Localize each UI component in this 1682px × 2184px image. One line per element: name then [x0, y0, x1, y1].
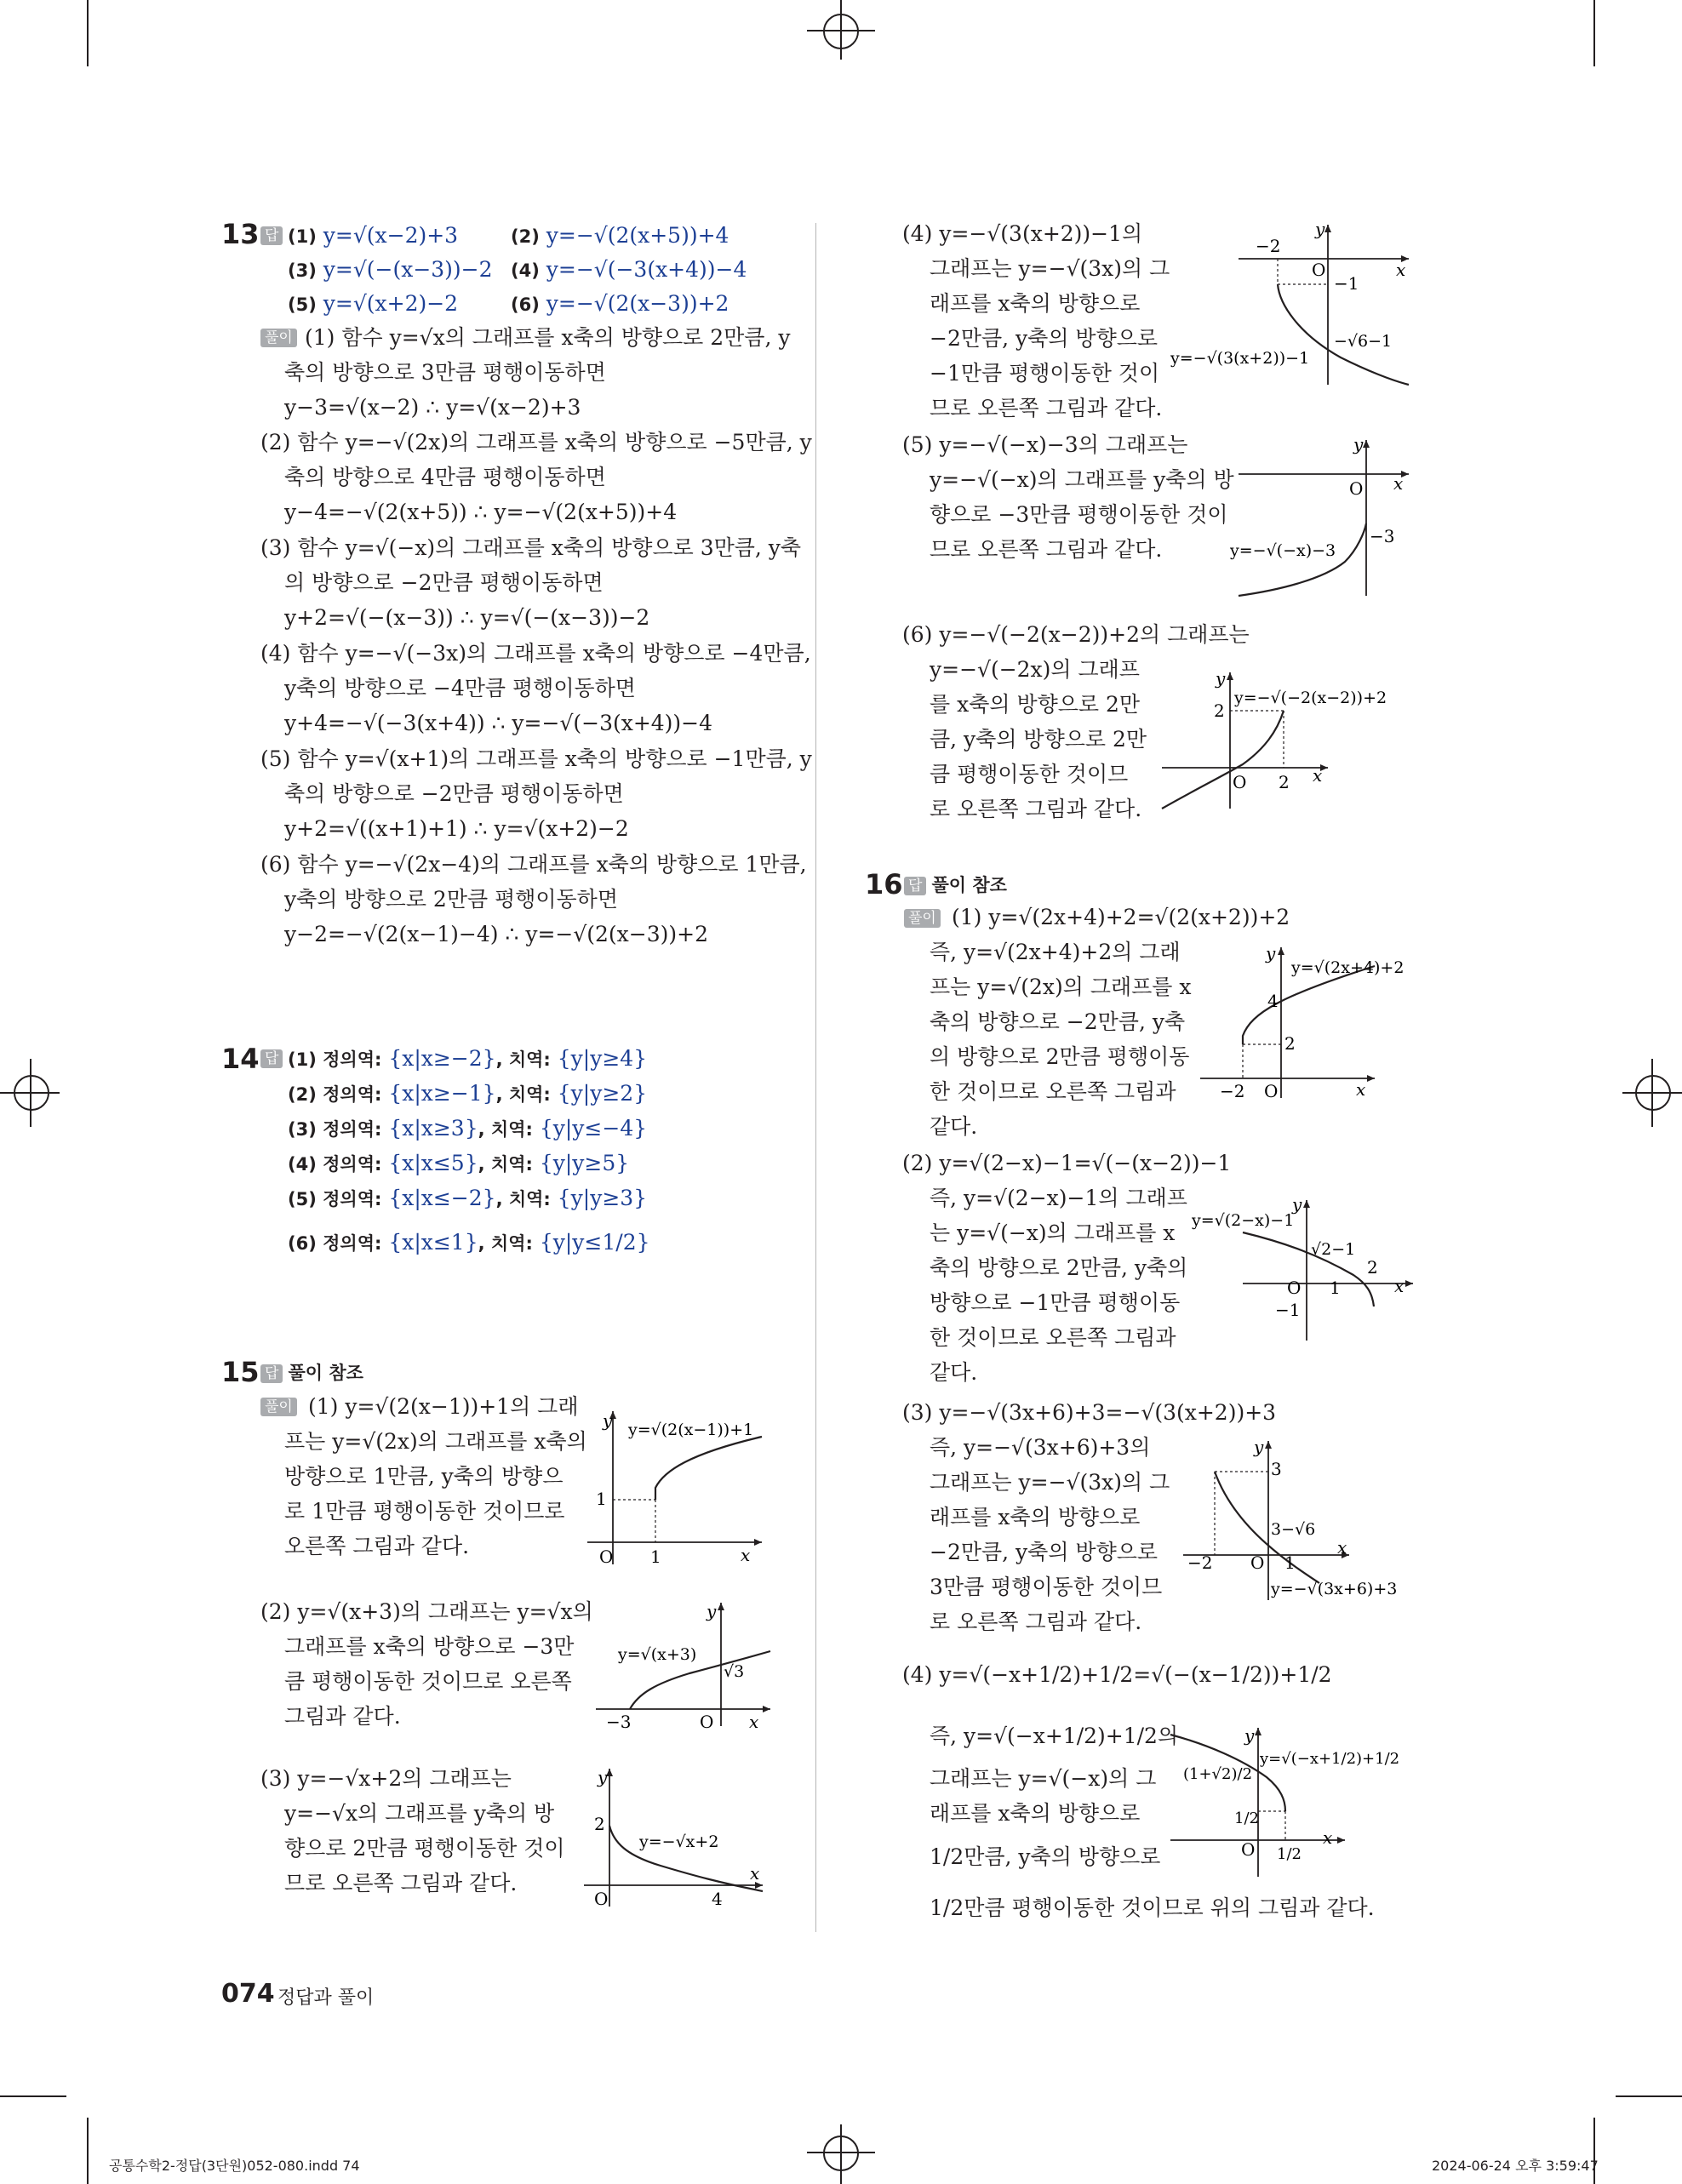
svg-text:y: y — [707, 1601, 717, 1621]
solution-line: (5) 함수 y=√(x+1)의 그래프를 x축의 방향으로 −1만큼, y — [260, 746, 812, 771]
solution-line: 를 x축의 방향으로 2만 — [930, 692, 1141, 717]
svg-text:O: O — [1250, 1552, 1265, 1573]
answer-item: (5) 정의역: {x|x≤−2}, 치역: {y|y≥3} — [288, 1186, 648, 1210]
solution-line: 로 오른쪽 그림과 같다. — [930, 797, 1142, 821]
tick-label: 1 — [596, 1489, 607, 1509]
solution-line: y+2=√((x+1)+1) ∴ y=√(x+2)−2 — [284, 816, 629, 841]
svg-text:x: x — [750, 1863, 760, 1884]
graph-15-1 — [579, 1403, 775, 1573]
graph-16-3 — [1179, 1434, 1409, 1604]
solution-badge: 풀이 — [260, 329, 297, 347]
solution-line: 즉, y=√(2−x)−1의 그래프 — [930, 1186, 1187, 1210]
curve-label: y=√(2(x−1))+1 — [628, 1421, 754, 1439]
registration-mark — [823, 2135, 859, 2171]
answer-line: 답 풀이 참조 — [260, 1355, 363, 1390]
svg-text:y=√(2x+4)+2: y=√(2x+4)+2 — [1291, 958, 1405, 977]
svg-text:2: 2 — [1279, 772, 1290, 792]
graph-16-2 — [1192, 1192, 1422, 1345]
column-divider — [815, 223, 816, 1932]
svg-text:O: O — [1241, 1839, 1256, 1860]
svg-text:y=√(−x+1/2)+1/2: y=√(−x+1/2)+1/2 — [1260, 1750, 1400, 1768]
svg-text:1/2: 1/2 — [1277, 1845, 1302, 1863]
origin-label: O — [599, 1547, 614, 1567]
crop-mark — [0, 2095, 66, 2097]
svg-text:x: x — [1396, 260, 1406, 280]
svg-text:−√6−1: −√6−1 — [1334, 332, 1393, 351]
crop-mark — [1616, 2095, 1682, 2097]
solution-line: y−4=−√(2(x+5)) ∴ y=−√(2(x+5))+4 — [284, 500, 678, 524]
solution-line: 의 방향으로 2만큼 평행이동 — [930, 1044, 1190, 1069]
solution-line: y축의 방향으로 2만큼 평행이동하면 — [284, 887, 618, 912]
solution-line: 1/2만큼, y축의 방향으로 — [930, 1844, 1161, 1869]
svg-text:2: 2 — [1284, 1033, 1296, 1054]
svg-text:O: O — [1233, 772, 1247, 792]
svg-text:2: 2 — [594, 1814, 605, 1834]
graph-15-2 — [587, 1598, 783, 1735]
registration-mark — [30, 1059, 31, 1127]
answer-item: (6) 정의역: {x|x≤1}, 치역: {y|y≤1/2} — [288, 1230, 650, 1255]
answer-item: (4) y=−√(−3(x+4))−4 — [511, 257, 747, 282]
solution-line: 축의 방향으로 −2만큼, y축 — [930, 1009, 1186, 1034]
svg-text:3: 3 — [1271, 1459, 1282, 1479]
svg-text:2: 2 — [1214, 700, 1225, 721]
solution-line: (2) y=√(x+3)의 그래프는 y=√x의 — [260, 1599, 593, 1624]
svg-text:x: x — [1356, 1079, 1366, 1100]
solution-line: (3) y=−√(3x+6)+3=−√(3(x+2))+3 — [902, 1400, 1277, 1425]
svg-text:y=−√(3x+6)+3: y=−√(3x+6)+3 — [1271, 1580, 1398, 1598]
solution-line: 로 오른쪽 그림과 같다. — [930, 1609, 1142, 1634]
graph-15-3 — [575, 1762, 771, 1915]
solution-line: 는 y=√(−x)의 그래프를 x — [930, 1221, 1176, 1245]
solution-line: (2) 함수 y=−√(2x)의 그래프를 x축의 방향으로 −5만큼, y — [260, 430, 812, 455]
solution-line: y=−√(−x)의 그래프를 y축의 방 — [930, 467, 1234, 492]
solution-line: −2만큼, y축의 방향으로 — [930, 1540, 1159, 1564]
svg-text:y: y — [1266, 943, 1276, 963]
solution-line: 향으로 −3만큼 평행이동한 것이 — [930, 502, 1228, 527]
registration-mark — [1651, 1059, 1653, 1127]
svg-text:y: y — [598, 1767, 608, 1787]
registration-mark — [823, 14, 859, 49]
svg-text:y=−√(3(x+2))−1: y=−√(3(x+2))−1 — [1170, 349, 1310, 368]
solution-line: 의 방향으로 −2만큼 평행이동하면 — [284, 570, 604, 595]
solution-line: y−3=√(x−2) ∴ y=√(x−2)+3 — [284, 395, 581, 420]
svg-text:O: O — [1312, 260, 1326, 280]
file-name: 공통수학2-정답(3단원)052-080.indd 74 — [109, 2158, 360, 2174]
solution-line: 래프를 x축의 방향으로 — [930, 1801, 1141, 1826]
solution-line: (1) 함수 y=√x의 그래프를 x축의 방향으로 2만큼, y — [305, 325, 791, 350]
solution-line: y축의 방향으로 −4만큼 평행이동하면 — [284, 676, 636, 700]
question-number: 14 — [221, 1043, 260, 1075]
svg-text:y=√(2−x)−1: y=√(2−x)−1 — [1192, 1211, 1295, 1230]
solution-line: (4) y=√(−x+1/2)+1/2=√(−(x−1/2))+1/2 — [902, 1662, 1332, 1687]
answer-item: (1) 정의역: {x|x≥−2}, 치역: {y|y≥4} — [288, 1046, 648, 1071]
solution-line: 축의 방향으로 −2만큼 평행이동하면 — [284, 781, 624, 806]
solution-line: −2만큼, y축의 방향으로 — [930, 326, 1159, 351]
solution-line: (4) y=−√(3(x+2))−1의 — [902, 221, 1143, 246]
answer-badge: 답 — [260, 226, 283, 245]
svg-text:−1: −1 — [1334, 273, 1359, 294]
svg-text:√2−1: √2−1 — [1311, 1240, 1356, 1259]
svg-text:O: O — [1287, 1278, 1302, 1298]
answer-item: (2) 정의역: {x|x≥−1}, 치역: {y|y≥2} — [288, 1081, 648, 1106]
solution-line: 므로 오른쪽 그림과 같다. — [930, 396, 1163, 420]
graph-15-5 — [1230, 430, 1485, 600]
svg-text:y: y — [1254, 1437, 1264, 1457]
solution-line: 로 1만큼 평행이동한 것이므로 — [284, 1499, 565, 1524]
solution-line: 방향으로 −1만큼 평행이동 — [930, 1290, 1181, 1315]
svg-text:3−√6: 3−√6 — [1271, 1520, 1316, 1539]
registration-mark — [14, 1075, 49, 1111]
svg-text:1: 1 — [1284, 1552, 1296, 1573]
crop-mark — [87, 2118, 89, 2184]
svg-text:y: y — [1216, 668, 1226, 689]
solution-line: 향으로 2만큼 평행이동한 것이 — [284, 1836, 565, 1861]
answer-badge: 답 — [260, 1049, 283, 1068]
svg-text:x: x — [1313, 765, 1323, 786]
solution-badge: 풀이 — [904, 909, 941, 928]
svg-text:√3: √3 — [724, 1662, 745, 1681]
solution-line: 한 것이므로 오른쪽 그림과 — [930, 1325, 1176, 1350]
question-number: 13 — [221, 218, 260, 250]
solution-line: (1) y=√(2(x−1))+1의 그래 — [308, 1394, 579, 1419]
registration-mark — [1635, 1075, 1671, 1111]
svg-text:y=−√(−2(x−2))+2: y=−√(−2(x−2))+2 — [1234, 689, 1387, 707]
answer-item: (6) y=−√(2(x−3))+2 — [511, 291, 729, 316]
graph-15-6 — [1158, 664, 1430, 817]
solution-line: 축의 방향으로 4만큼 평행이동하면 — [284, 465, 606, 489]
answer-badge: 답 — [904, 877, 926, 895]
solution-line: 므로 오른쪽 그림과 같다. — [930, 537, 1163, 562]
solution-line: y=−√(−2x)의 그래프 — [930, 657, 1140, 682]
solution-line: 프는 y=√(2x)의 그래프를 x축의 — [284, 1429, 587, 1454]
graph-16-1 — [1196, 940, 1434, 1102]
solution-line: y+4=−√(−3(x+4)) ∴ y=−√(−3(x+4))−4 — [284, 711, 713, 735]
svg-text:−2: −2 — [1256, 236, 1281, 256]
axis-label-x: x — [741, 1545, 751, 1565]
question-number: 15 — [221, 1356, 260, 1388]
solution-line: 큼 평행이동한 것이므 — [930, 762, 1129, 786]
svg-text:1/2: 1/2 — [1234, 1810, 1259, 1827]
page-number: 074 — [221, 1979, 275, 2009]
solution-line: (3) 함수 y=√(−x)의 그래프를 x축의 방향으로 3만큼, y축 — [260, 535, 802, 560]
svg-text:−3: −3 — [1370, 526, 1395, 546]
svg-text:x: x — [749, 1712, 759, 1732]
crop-mark — [87, 0, 89, 66]
axis-label-y: y — [603, 1410, 613, 1431]
solution-line: 같다. — [930, 1360, 978, 1385]
solution-line: 즉, y=√(2x+4)+2의 그래 — [930, 940, 1181, 964]
solution-line: y=−√x의 그래프를 y축의 방 — [284, 1801, 555, 1826]
solution-line: 래프를 x축의 방향으로 — [930, 1505, 1141, 1529]
question-number: 16 — [865, 868, 903, 900]
solution-line: 그래프는 y=−√(3x)의 그 — [930, 1470, 1170, 1495]
solution-line: (4) 함수 y=−√(−3x)의 그래프를 x축의 방향으로 −4만큼, — [260, 641, 811, 666]
solution-line: (2) y=√(2−x)−1=√(−(x−2))−1 — [902, 1151, 1232, 1175]
solution-line: 므로 오른쪽 그림과 같다. — [284, 1871, 518, 1895]
solution-line: (3) y=−√x+2의 그래프는 — [260, 1766, 512, 1791]
solution-line: (6) 함수 y=−√(2x−4)의 그래프를 x축의 방향으로 1만큼, — [260, 852, 807, 877]
solution-line: 오른쪽 그림과 같다. — [284, 1534, 470, 1558]
svg-text:−3: −3 — [606, 1712, 632, 1732]
solution-line: (5) y=−√(−x)−3의 그래프는 — [902, 432, 1188, 457]
svg-text:−1: −1 — [1275, 1300, 1301, 1320]
crop-mark — [1593, 0, 1595, 66]
svg-text:y: y — [1353, 434, 1364, 455]
page-title: 정답과 풀이 — [277, 1987, 375, 2009]
solution-line: 같다. — [930, 1114, 978, 1139]
answer-item: (4) 정의역: {x|x≤5}, 치역: {y|y≥5} — [288, 1151, 630, 1175]
answer-badge: 답 — [260, 1364, 283, 1383]
answer-line: 답 풀이 참조 — [904, 867, 1007, 902]
svg-text:y: y — [1292, 1194, 1302, 1215]
svg-text:(1+√2)/2: (1+√2)/2 — [1183, 1765, 1253, 1783]
registration-mark — [807, 2152, 875, 2153]
solution-badge: 풀이 — [260, 1398, 297, 1416]
solution-line: 래프를 x축의 방향으로 — [930, 291, 1141, 316]
solution-line: 축의 방향으로 2만큼, y축의 — [930, 1255, 1188, 1280]
solution-line: 한 것이므로 오른쪽 그림과 — [930, 1079, 1176, 1104]
solution-line: 방향으로 1만큼, y축의 방향으 — [284, 1464, 564, 1489]
svg-text:O: O — [700, 1712, 714, 1732]
solution-line: 그림과 같다. — [284, 1704, 401, 1729]
solution-line: y−2=−√(2(x−1)−4) ∴ y=−√(2(x−3))+2 — [284, 922, 708, 946]
svg-text:4: 4 — [1267, 991, 1279, 1011]
solution-line: 그래프를 x축의 방향으로 −3만 — [284, 1634, 575, 1659]
answer-item: (2) y=−√(2(x+5))+4 — [511, 223, 729, 248]
solution-line: 그래프는 y=−√(3x)의 그 — [930, 256, 1170, 281]
svg-text:1: 1 — [1330, 1278, 1341, 1298]
svg-text:−2: −2 — [1187, 1552, 1213, 1573]
solution-line: (6) y=−√(−2(x−2))+2의 그래프는 — [902, 622, 1250, 647]
registration-mark — [807, 30, 875, 31]
graph-16-4 — [1166, 1719, 1422, 1881]
answer-item: (3) 정의역: {x|x≥3}, 치역: {y|y≤−4} — [288, 1116, 648, 1141]
svg-text:x: x — [1394, 1276, 1405, 1296]
answer-item: (1) y=√(x−2)+3 — [288, 223, 459, 248]
svg-text:O: O — [1264, 1081, 1279, 1101]
answer-item: (3) y=√(−(x−3))−2 — [288, 257, 493, 282]
solution-line: (1) y=√(2x+4)+2=√(2(x+2))+2 — [952, 905, 1290, 929]
solution-line: 즉, y=√(−x+1/2)+1/2의 — [930, 1724, 1179, 1748]
solution-line: 큼 평행이동한 것이므로 오른쪽 — [284, 1669, 572, 1694]
solution-line: 프는 y=√(2x)의 그래프를 x — [930, 975, 1192, 999]
svg-text:2: 2 — [1367, 1257, 1378, 1278]
svg-text:y: y — [1315, 219, 1325, 239]
svg-text:4: 4 — [712, 1889, 723, 1909]
graph-15-4 — [1170, 214, 1426, 393]
svg-text:x: x — [1337, 1537, 1347, 1558]
answer-item: (5) y=√(x+2)−2 — [288, 291, 459, 316]
solution-line: −1만큼 평행이동한 것이 — [930, 361, 1160, 386]
solution-line: 즉, y=−√(3x+6)+3의 — [930, 1435, 1151, 1460]
solution-line: 1/2만큼 평행이동한 것이므로 위의 그림과 같다. — [930, 1895, 1375, 1920]
timestamp: 2024-06-24 오후 3:59:47 — [1432, 2158, 1599, 2174]
svg-text:O: O — [594, 1889, 609, 1909]
svg-text:x: x — [1323, 1827, 1333, 1848]
svg-text:y=−√(−x)−3: y=−√(−x)−3 — [1230, 541, 1336, 560]
svg-text:−2: −2 — [1220, 1081, 1245, 1101]
svg-text:y=−√x+2: y=−√x+2 — [639, 1832, 719, 1851]
svg-text:x: x — [1393, 473, 1404, 494]
solution-line: 그래프는 y=√(−x)의 그 — [930, 1766, 1157, 1791]
solution-line: 축의 방향으로 3만큼 평행이동하면 — [284, 360, 606, 385]
solution-line: 큼, y축의 방향으로 2만 — [930, 727, 1147, 752]
tick-label: 1 — [650, 1547, 661, 1567]
svg-text:y=√(x+3): y=√(x+3) — [618, 1645, 697, 1664]
svg-text:O: O — [1349, 478, 1364, 499]
solution-line: y+2=√(−(x−3)) ∴ y=√(−(x−3))−2 — [284, 605, 650, 630]
svg-text:y: y — [1244, 1725, 1255, 1746]
solution-line: 3만큼 평행이동한 것이므 — [930, 1575, 1163, 1599]
